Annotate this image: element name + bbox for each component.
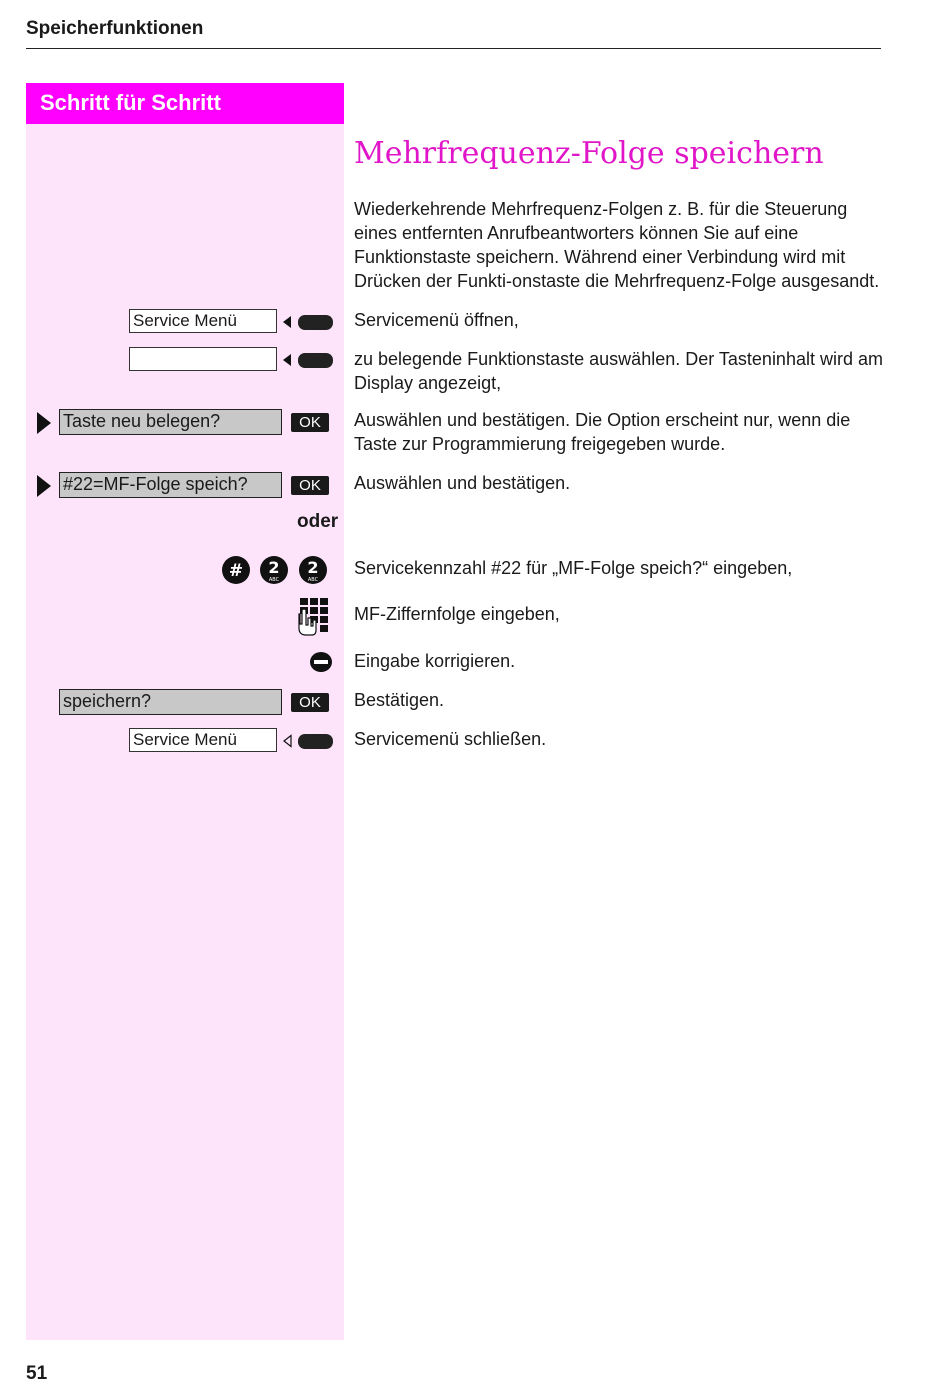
running-header: Speicherfunktionen xyxy=(26,18,204,39)
ok-button[interactable]: OK xyxy=(291,476,329,495)
step-text-enter-service-code: Servicekennzahl #22 für „MF-Folge speich?“ eingeben, xyxy=(354,558,793,578)
page-number: 51 xyxy=(26,1363,48,1384)
header-rule xyxy=(26,48,881,49)
step-by-step-header xyxy=(26,83,344,124)
ok-button[interactable]: OK xyxy=(291,413,329,432)
display-option-mf-sequence[interactable]: #22=MF-Folge speich? xyxy=(59,472,282,498)
keys-hash-2-2-icon[interactable] xyxy=(218,556,334,584)
display-empty xyxy=(129,347,277,371)
step-text-close-service-menu: Servicemenü schließen. xyxy=(354,729,547,749)
step-text-confirm: Bestätigen. xyxy=(354,690,445,710)
keypad-icon[interactable] xyxy=(296,598,332,636)
softkey-outline-arrow-icon[interactable] xyxy=(283,731,335,751)
selection-arrow-icon xyxy=(37,412,51,434)
display-service-menu: Service Menü xyxy=(129,309,277,333)
softkey-filled-arrow-icon[interactable] xyxy=(283,312,335,332)
key-2-letters: ABC xyxy=(307,577,319,583)
display-service-menu: Service Menü xyxy=(129,728,277,752)
step-text-correct-input: Eingabe korrigieren. xyxy=(354,651,516,671)
step-text-select-function-key: zu belegende Funktionstaste auswählen. Der Tasteninhalt wird am Display angezeigt, xyxy=(354,349,883,393)
step-text-confirm-option: Auswählen und bestätigen. Die Option erscheint nur, wenn die Taste zur Programmierung freigegeben wurde. xyxy=(354,410,851,454)
step-text-open-service-menu: Servicemenü öffnen, xyxy=(354,310,519,330)
display-option-save[interactable]: speichern? xyxy=(59,689,282,715)
intro-paragraph: Wiederkehrende Mehrfrequenz-Folgen z. B. für die Steuerung eines entfernten Anrufbeantworters können Sie auf eine Funktionstaste speichern. Während einer Verbindung wird mit Drücken der Funkti-onstaste die Mehrfrequenz-Folge ausgesandt. xyxy=(354,199,880,291)
step-text-enter-digits: MF-Ziffernfolge eingeben, xyxy=(354,604,560,624)
alternative-label: oder xyxy=(297,511,339,532)
key-2-letters: ABC xyxy=(268,577,280,583)
step-text-select-confirm: Auswählen und bestätigen. xyxy=(354,473,571,493)
selection-arrow-icon xyxy=(37,475,51,497)
key-hash-label: # xyxy=(228,561,244,581)
ok-button[interactable]: OK xyxy=(291,693,329,712)
key-2-label: 2 xyxy=(268,558,280,577)
minus-key-icon[interactable] xyxy=(310,652,332,672)
section-title: Mehrfrequenz-Folge speichern xyxy=(354,136,824,171)
softkey-filled-arrow-icon[interactable] xyxy=(283,350,335,370)
display-option-reassign-key[interactable]: Taste neu belegen? xyxy=(59,409,282,435)
key-2-label: 2 xyxy=(307,558,319,577)
step-by-step-heading: Schritt für Schritt xyxy=(40,90,221,115)
